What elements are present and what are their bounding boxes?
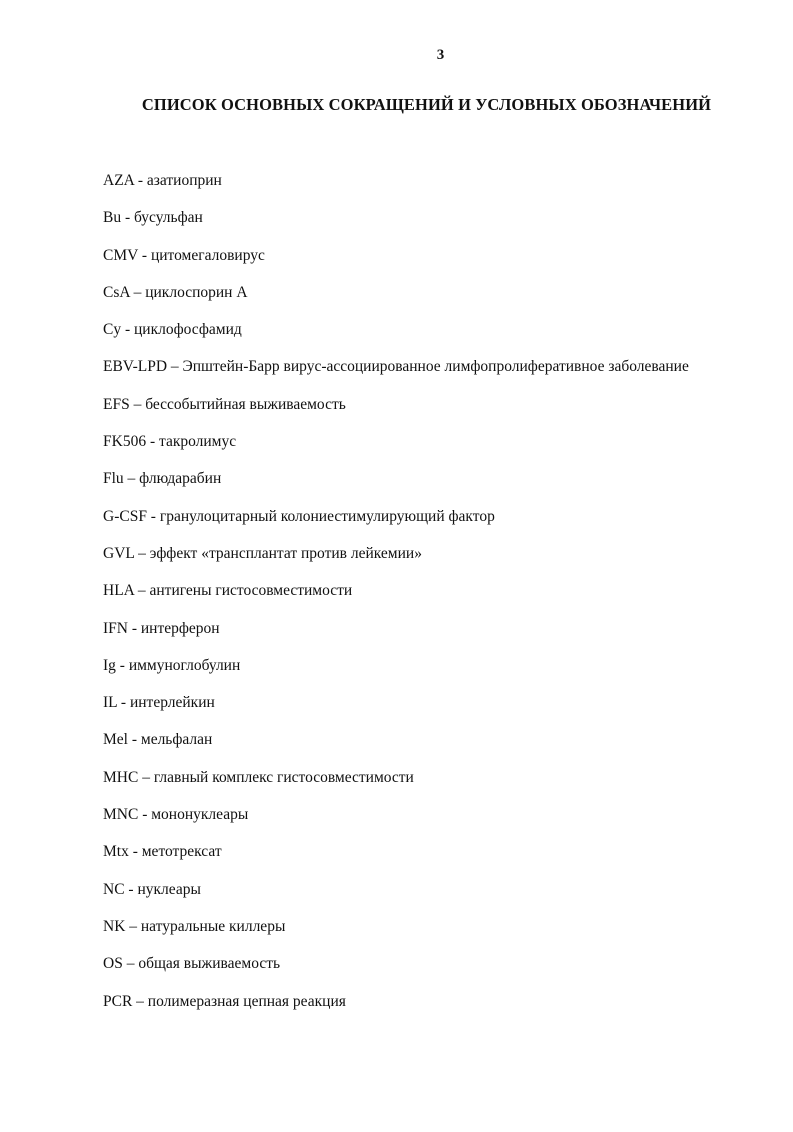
abbreviation-item-csa: CsA – циклоспорин А xyxy=(103,283,248,301)
page-title: СПИСОК ОСНОВНЫХ СОКРАЩЕНИЙ И УСЛОВНЫХ ОБОЗНАЧЕНИЙ xyxy=(141,95,712,114)
abbreviation-item-cy: Cy - циклофосфамид xyxy=(103,321,242,339)
abbreviation-item-hla: HLA – антигены гистосовместимости xyxy=(103,582,353,600)
abbreviation-item-fk506: FK506 - такролимус xyxy=(103,433,237,451)
abbreviation-item-nc: NC - нуклеары xyxy=(103,880,201,898)
abbreviation-item-ifn: IFN - интерферон xyxy=(103,619,220,637)
abbreviation-item-mhc: MHC – главный комплекс гистосовместимости xyxy=(103,768,414,786)
page-number: 3 xyxy=(436,47,445,63)
abbreviation-item-mnc: MNC - мононуклеары xyxy=(103,806,249,824)
abbreviation-item-ig: Ig - иммуноглобулин xyxy=(103,656,241,674)
abbreviation-list xyxy=(103,168,689,1026)
abbreviation-item-mel: Mel - мельфалан xyxy=(103,731,213,749)
abbreviation-item-nk: NK – натуральные киллеры xyxy=(103,917,286,935)
abbreviation-item-efs: EFS – бессобытийная выживаемость xyxy=(103,395,346,413)
abbreviation-item-g-csf: G-CSF - гранулоцитарный колониестимулирующий фактор xyxy=(103,507,495,525)
abbreviation-item-aza: AZA - азатиоприн xyxy=(103,172,222,189)
abbreviation-item-bu: Bu - бусульфан xyxy=(103,209,203,227)
abbreviation-item-il: IL - интерлейкин xyxy=(103,694,215,712)
abbreviation-item-os: OS – общая выживаемость xyxy=(103,955,281,973)
abbreviation-item-pcr: PCR – полимеразная цепная реакция xyxy=(103,992,346,1010)
abbreviation-item-ebv-lpd: EBV-LPD – Эпштейн-Барр вирус-ассоциированное лимфопролиферативное заболевание xyxy=(103,358,689,376)
abbreviation-item-mtx: Mtx - метотрексат xyxy=(103,843,222,861)
abbreviation-item-cmv: CMV - цитомегаловирус xyxy=(103,246,265,264)
abbreviation-item-gvl: GVL – эффект «трансплантат против лейкемии» xyxy=(103,544,422,562)
abbreviation-item-flu: Flu – флюдарабин xyxy=(103,470,222,488)
